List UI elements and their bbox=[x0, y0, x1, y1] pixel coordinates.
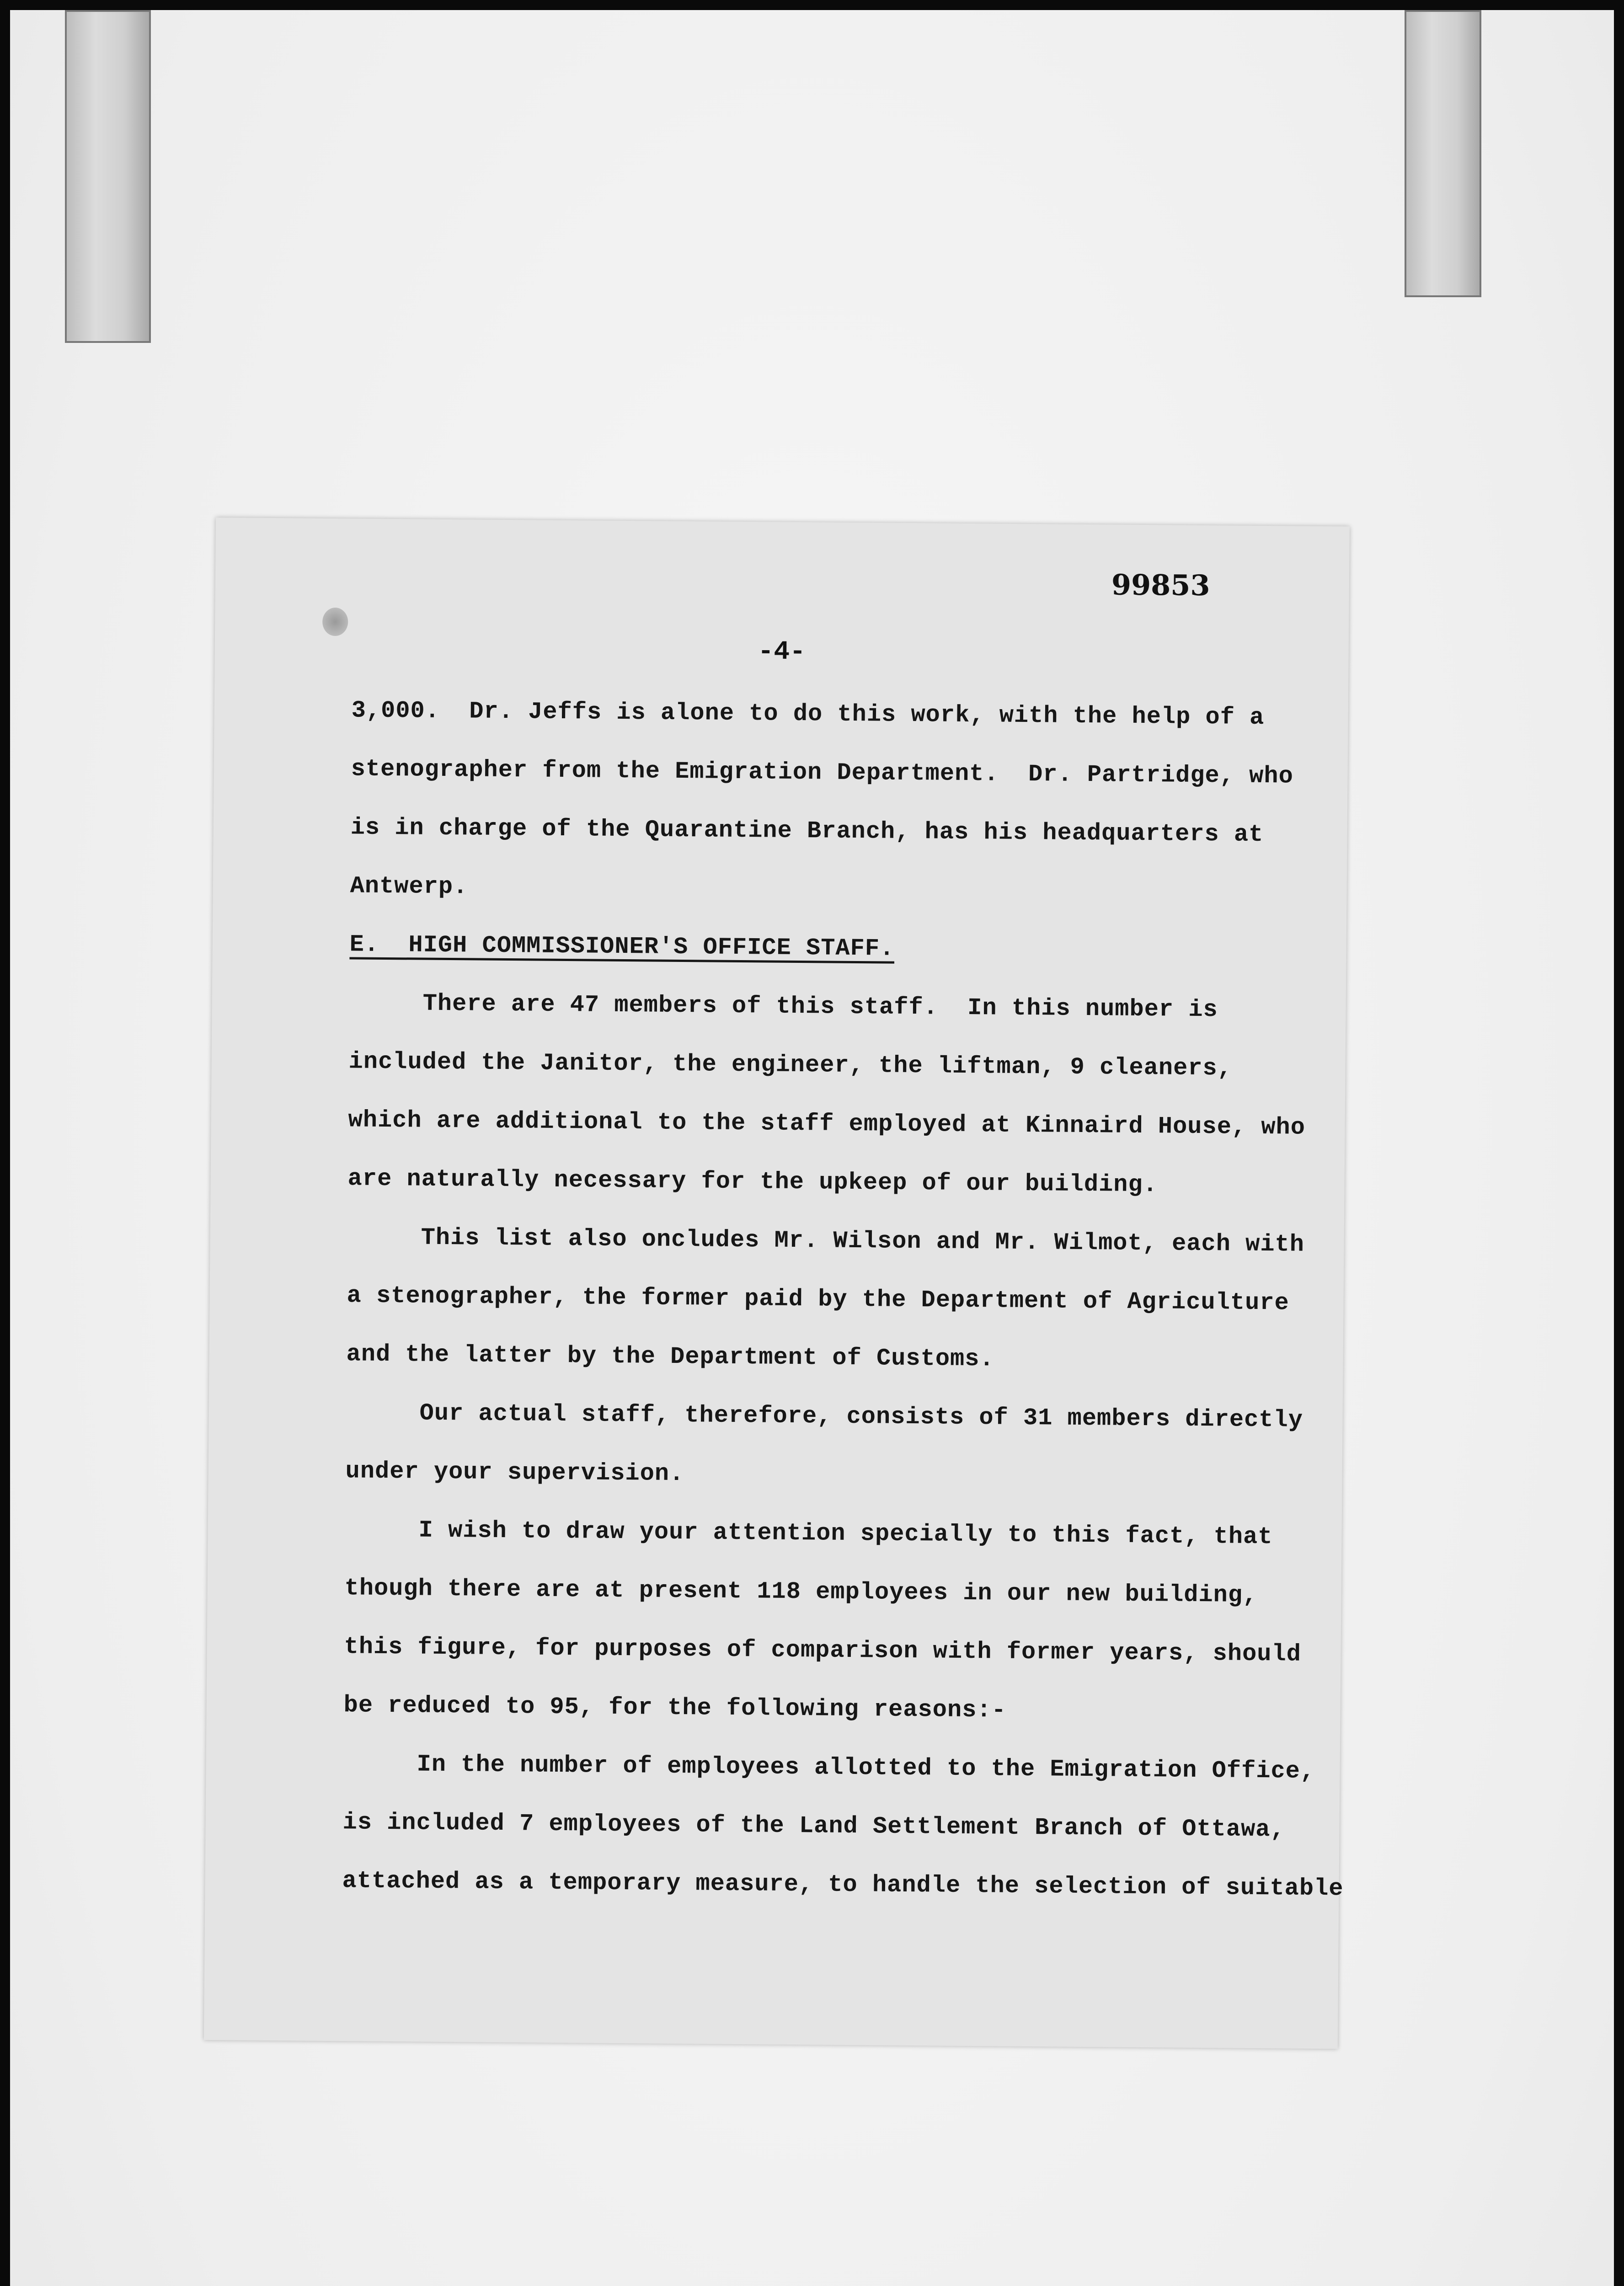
text-line: In the number of employees allotted to the Emigration Office, bbox=[343, 1750, 1315, 1785]
text-line: be reduced to 95, for the following reasons:- bbox=[343, 1692, 1007, 1724]
text-line: is included 7 employees of the Land Settlement Branch of Ottawa, bbox=[342, 1809, 1285, 1843]
text-line: included the Janitor, the engineer, the liftman, 9 cleaners, bbox=[348, 1048, 1233, 1082]
folio-number: 99853 bbox=[1111, 568, 1210, 603]
text-line: are naturally necessary for the upkeep of our building. bbox=[347, 1165, 1158, 1199]
text-line: There are 47 members of this staff. In this number is bbox=[349, 989, 1218, 1024]
section-heading: E. HIGH COMMISSIONER'S OFFICE STAFF. bbox=[349, 931, 895, 962]
text-line: is in charge of the Quarantine Branch, has his headquarters at bbox=[350, 814, 1264, 849]
text-line: this figure, for purposes of comparison with former years, should bbox=[344, 1633, 1302, 1668]
typed-page bbox=[204, 518, 1350, 2049]
text-line: stenographer from the Emigration Department. Dr. Partridge, who bbox=[351, 755, 1293, 790]
text-line: I wish to draw your attention specially to this fact, that bbox=[345, 1516, 1273, 1551]
microfilm-frame bbox=[10, 10, 1614, 2286]
text-line: though there are at present 118 employees in our new building, bbox=[344, 1575, 1258, 1609]
tape-strip-top-left bbox=[65, 10, 151, 343]
text-line: Our actual staff, therefore, consists of 31 members directly bbox=[346, 1399, 1303, 1434]
text-line: under your supervision. bbox=[345, 1458, 684, 1488]
punch-hole bbox=[322, 608, 348, 636]
text-line: a stenographer, the former paid by the Department of Agriculture bbox=[347, 1282, 1289, 1317]
page-number: -4- bbox=[758, 637, 806, 668]
text-line: which are additional to the staff employed at Kinnaird House, who bbox=[348, 1106, 1306, 1141]
text-line: Antwerp. bbox=[350, 872, 468, 901]
text-line: 3,000. Dr. Jeffs is alone to do this work, with the help of a bbox=[351, 697, 1265, 732]
tape-strip-top-right bbox=[1405, 10, 1481, 297]
text-line: attached as a temporary measure, to handle the selection of suitable bbox=[342, 1867, 1344, 1902]
text-line: and the latter by the Department of Customs. bbox=[346, 1341, 994, 1373]
text-line: This list also oncludes Mr. Wilson and Mr. Wilmot, each with bbox=[347, 1223, 1305, 1258]
